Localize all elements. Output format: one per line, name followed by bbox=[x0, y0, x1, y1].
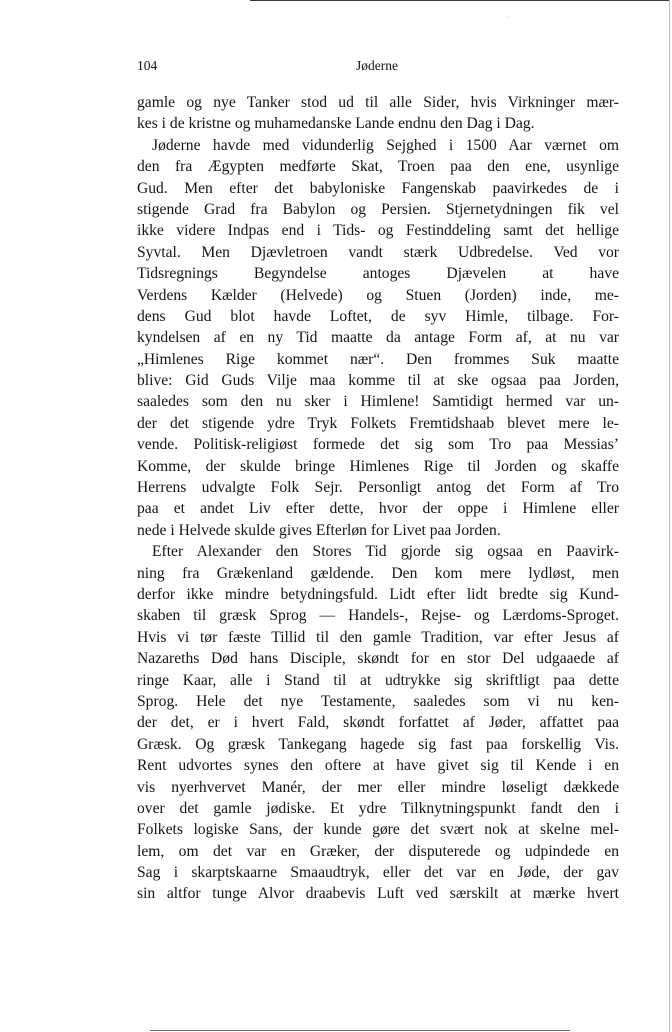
text-line: paa et andet Liv efter dette, hvor der oppe i Himlene eller bbox=[137, 500, 619, 518]
text-line: vende. Politisk-religiøst formede det sig som Tro paa Messias’ bbox=[137, 436, 619, 454]
print-speck: · bbox=[508, 14, 510, 20]
text-line: kes i de kristne og muhamedanske Lande endnu den Dag i Dag. bbox=[137, 115, 535, 133]
text-line: Folkets logiske Sans, der kunde gøre det svært nok at skelne mel- bbox=[137, 821, 619, 839]
text-line: Gud. Men efter det babyloniske Fangenskab paavirkedes de i bbox=[137, 179, 619, 197]
body-text bbox=[137, 92, 619, 905]
text-line: Herrens udvalgte Folk Sejr. Personligt antog det Form af Tro bbox=[137, 479, 619, 497]
text-line: ning fra Grækenland gældende. Den kom mere lydløst, men bbox=[137, 564, 619, 582]
text-line: ikke videre Indpas end i Tids- og Festinddeling samt det hellige bbox=[137, 222, 619, 240]
text-line: lem, om det var en Græker, der disputerede og udpindede en bbox=[137, 842, 619, 860]
text-line: den fra Ægypten medførte Skat, Troen paa den ene, usynlige bbox=[137, 158, 619, 176]
text-line: Komme, der skulde bringe Himlenes Rige til Jorden og skaffe bbox=[137, 457, 619, 475]
text-line: blive: Gid Guds Vilje maa komme til at ske ogsaa paa Jorden, bbox=[137, 372, 619, 390]
bottom-edge-rule bbox=[150, 1030, 570, 1031]
page-edge-shadow bbox=[669, 0, 670, 1032]
running-title: Jøderne bbox=[356, 58, 398, 73]
text-line: Græsk. Og græsk Tankegang hagede sig fast paa forskellig Vis. bbox=[137, 735, 619, 753]
top-edge-rule bbox=[250, 0, 670, 1]
text-line: Tidsregnings Begyndelse antoges Djævelen at have bbox=[137, 265, 619, 283]
text-line: Efter Alexander den Stores Tid gjorde sig ogsaa en Paavirk- bbox=[152, 543, 619, 561]
text-line: Sprog. Hele det nye Testamente, saaledes som vi nu ken- bbox=[137, 692, 619, 710]
text-line: Sag i skarptskaarne Smaaudtryk, eller det var en Jøde, der gav bbox=[137, 864, 619, 882]
text-line: sin altfor tunge Alvor draabevis Luft ved særskilt at mærke hvert bbox=[137, 885, 619, 903]
text-line: der det stigende ydre Tryk Folkets Fremtidshaab blevet mere le- bbox=[137, 414, 619, 432]
page-number: 104 bbox=[137, 58, 158, 73]
text-line: nede i Helvede skulde gives Efterløn for Livet paa Jorden. bbox=[137, 521, 501, 539]
text-line: Jøderne havde med vidunderlig Sejghed i 1500 Aar værnet om bbox=[152, 136, 619, 154]
text-line: Hvis vi tør fæste Tillid til den gamle Tradition, var efter Jesus af bbox=[137, 628, 619, 646]
page-header bbox=[137, 58, 617, 78]
text-line: Nazareths Død hans Disciple, skøndt for en stor Del udgaaede af bbox=[137, 650, 619, 668]
text-line: kyndelsen af en ny Tid maatte da antage Form af, at nu var bbox=[137, 329, 619, 347]
text-line: Verdens Kælder (Helvede) og Stuen (Jorden) inde, me- bbox=[137, 286, 619, 304]
text-line: der det, er i hvert Fald, skøndt forfattet af Jøder, affattet paa bbox=[137, 714, 619, 732]
text-line: stigende Grad fra Babylon og Persien. Stjernetydningen fik vel bbox=[137, 200, 619, 218]
text-line: skaben til græsk Sprog — Handels-, Rejse- og Lærdoms-Sproget. bbox=[137, 607, 619, 625]
text-line: ringe Kaar, alle i Stand til at udtrykke sig skriftligt paa dette bbox=[137, 671, 619, 689]
text-line: Rent udvortes synes den oftere at have givet sig til Kende i en bbox=[137, 757, 619, 775]
text-line: derfor ikke mindre betydningsfuld. Lidt efter lidt bredte sig Kund- bbox=[137, 585, 619, 603]
text-line: Syvtal. Men Djævletroen vandt stærk Udbredelse. Ved vor bbox=[137, 243, 619, 261]
text-line: vis nyerhvervet Manér, der mer eller mindre løseligt dækkede bbox=[137, 778, 619, 796]
text-line: gamle og nye Tanker stod ud til alle Sider, hvis Virkninger mær- bbox=[137, 94, 619, 111]
text-line: over det gamle jødiske. Et ydre Tilknytningspunkt fandt den i bbox=[137, 799, 619, 817]
text-line: dens Gud blot havde Loftet, de syv Himle, tilbage. For- bbox=[137, 307, 619, 325]
text-line: saaledes som den nu sker i Himlene! Samtidigt hermed var un- bbox=[137, 393, 619, 411]
text-line: „Himlenes Rige kommet nær“. Den frommes Suk maatte bbox=[137, 350, 619, 368]
